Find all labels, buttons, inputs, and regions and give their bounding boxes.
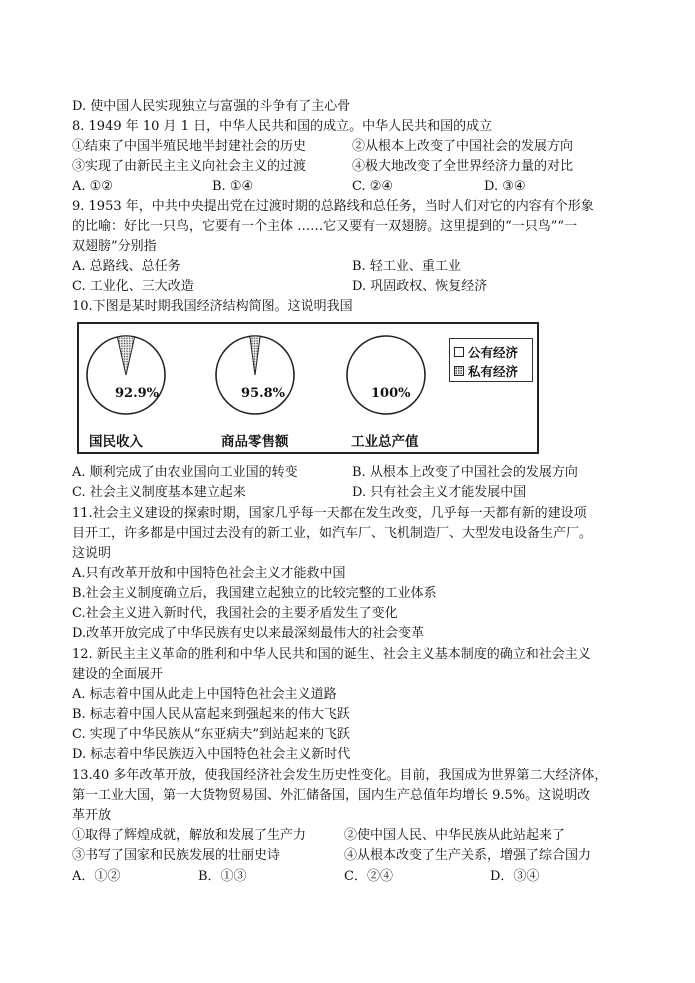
legend-item-private [454, 362, 518, 380]
pie-3-name-label: 工业总产值 [351, 434, 419, 450]
q12-option-c: C. 实现了中华民族从“东亚病夫”到站起来的飞跃 [72, 727, 351, 742]
pie-3-percent-label: 100% [371, 386, 411, 401]
q9-option-d: D. 巩固政权、恢复经济 [352, 279, 488, 294]
q7-option-d: D. 使中国人民实现独立与富强的斗争有了主心骨 [72, 99, 351, 114]
q11-option-a: A.只有改革开放和中国特色社会主义才能救中国 [72, 566, 346, 581]
chart-legend [449, 338, 533, 382]
legend-label-private: 私有经济 [468, 364, 519, 379]
q11-option-c: C.社会主义进入新时代，我国社会的主要矛盾发生了变化 [72, 606, 398, 621]
legend-swatch-private [454, 366, 464, 376]
q8-stem: 8. 1949 年 10 月 1 日，中华人民共和国的成立。中华人民共和国的成立 [72, 119, 493, 134]
pie-3-public-slice [347, 336, 425, 414]
q10-option-c: C. 社会主义制度基本建立起来 [72, 485, 246, 500]
q12-stem-line1: 12. 新民主主义革命的胜利和中华人民共和国的诞生、社会主义基本制度的确立和社会主义 [72, 647, 591, 662]
q9-stem-line2: 的比喻：好比一只鸟，它要有一个主体 ……它又要有一双翅膀。这里提到的“一只鸟”“一 [72, 219, 578, 234]
q9-stem-line1: 9. 1953 年，中共中央提出党在过渡时期的总路线和总任务，当时人们对它的内容有个形象 [72, 199, 594, 214]
pie-1-name-label: 国民收入 [89, 434, 143, 450]
q13-statement-4: ④从根本改变了生产关系，增强了综合国力 [344, 848, 592, 863]
q13-option-a: A．①② [72, 869, 121, 884]
q8-statement-3: ③实现了由新民主主义向社会主义的过渡 [72, 159, 307, 174]
q8-option-b: B. ①④ [212, 179, 254, 194]
pie-1-percent-label: 92.9% [115, 386, 160, 401]
q13-statement-2: ②使中国人民、中华民族从此站起来了 [344, 828, 566, 843]
q8-statement-4: ④极大地改变了全世界经济力量的对比 [352, 159, 574, 174]
legend-item-public [454, 343, 518, 361]
q11-stem-line2: 目开工，许多都是中国过去没有的新工业，如汽车厂、飞机制造厂、大型发电设备生产厂。 [72, 526, 593, 541]
q9-option-b: B. 轻工业、重工业 [352, 259, 461, 274]
q10-option-d: D. 只有社会主义才能发展中国 [352, 485, 527, 500]
q10-stem: 10.下图是某时期我国经济结构简图。这说明我国 [72, 299, 353, 314]
q13-option-d: D．③④ [490, 869, 540, 884]
q12-stem-line2: 建设的全面展开 [72, 667, 164, 682]
q13-stem-line2: 第一工业大国，第一大货物贸易国、外汇储备国，国内生产总值年均增长 9.5%。这说明改 [72, 788, 591, 803]
q11-option-d: D.改革开放完成了中华民族有史以来最深刻最伟大的社会变革 [72, 626, 425, 641]
q9-option-a: A. 总路线、总任务 [72, 259, 181, 274]
q9-option-c: C. 工业化、三大改造 [72, 279, 194, 294]
q8-statement-1: ①结束了中国半殖民地半封建社会的历史 [72, 139, 307, 154]
q12-option-b: B. 标志着中国人民从富起来到强起来的伟大飞跃 [72, 707, 350, 722]
q11-option-b: B.社会主义制度确立后，我国建立起独立的比较完整的工业体系 [72, 586, 437, 601]
q8-statement-2: ②从根本上改变了中国社会的发展方向 [352, 139, 574, 154]
q13-stem-line3: 革开放 [72, 808, 112, 823]
pie-2-percent-label: 95.8% [241, 386, 286, 401]
q10-option-b: B. 从根本上改变了中国社会的发展方向 [352, 465, 578, 480]
q13-statement-3: ③书写了国家和民族发展的壮丽史诗 [72, 848, 281, 863]
q8-option-a: A. ①② [72, 179, 113, 194]
legend-swatch-public [454, 347, 464, 357]
q11-stem-line1: 11.社会主义建设的探索时期，国家几乎每一天都在发生改变，几乎每一天都有新的建设项 [72, 506, 587, 521]
legend-label-public: 公有经济 [468, 345, 519, 360]
q13-option-c: C．②④ [344, 869, 393, 884]
q8-option-d: D. ③④ [484, 179, 526, 194]
q11-stem-line3: 这说明 [72, 546, 112, 561]
q12-option-d: D. 标志着中华民族迈入中国特色社会主义新时代 [72, 747, 351, 762]
economic-structure-chart [77, 322, 539, 454]
q10-option-a: A. 顺利完成了由农业国向工业国的转变 [72, 465, 298, 480]
q9-stem-line3: 双翅膀”分别指 [72, 239, 157, 254]
q13-statement-1: ①取得了辉煌成就，解放和发展了生产力 [72, 828, 307, 843]
q13-stem-line1: 13.40 多年改革开放，使我国经济社会发生历史性变化。目前，我国成为世界第二大经济体， [72, 768, 608, 783]
pie-2-name-label: 商品零售额 [221, 434, 289, 450]
q13-option-b: B．①③ [198, 869, 247, 884]
q8-option-c: C. ②④ [352, 179, 394, 194]
q12-option-a: A. 标志着中国从此走上中国特色社会主义道路 [72, 687, 337, 702]
